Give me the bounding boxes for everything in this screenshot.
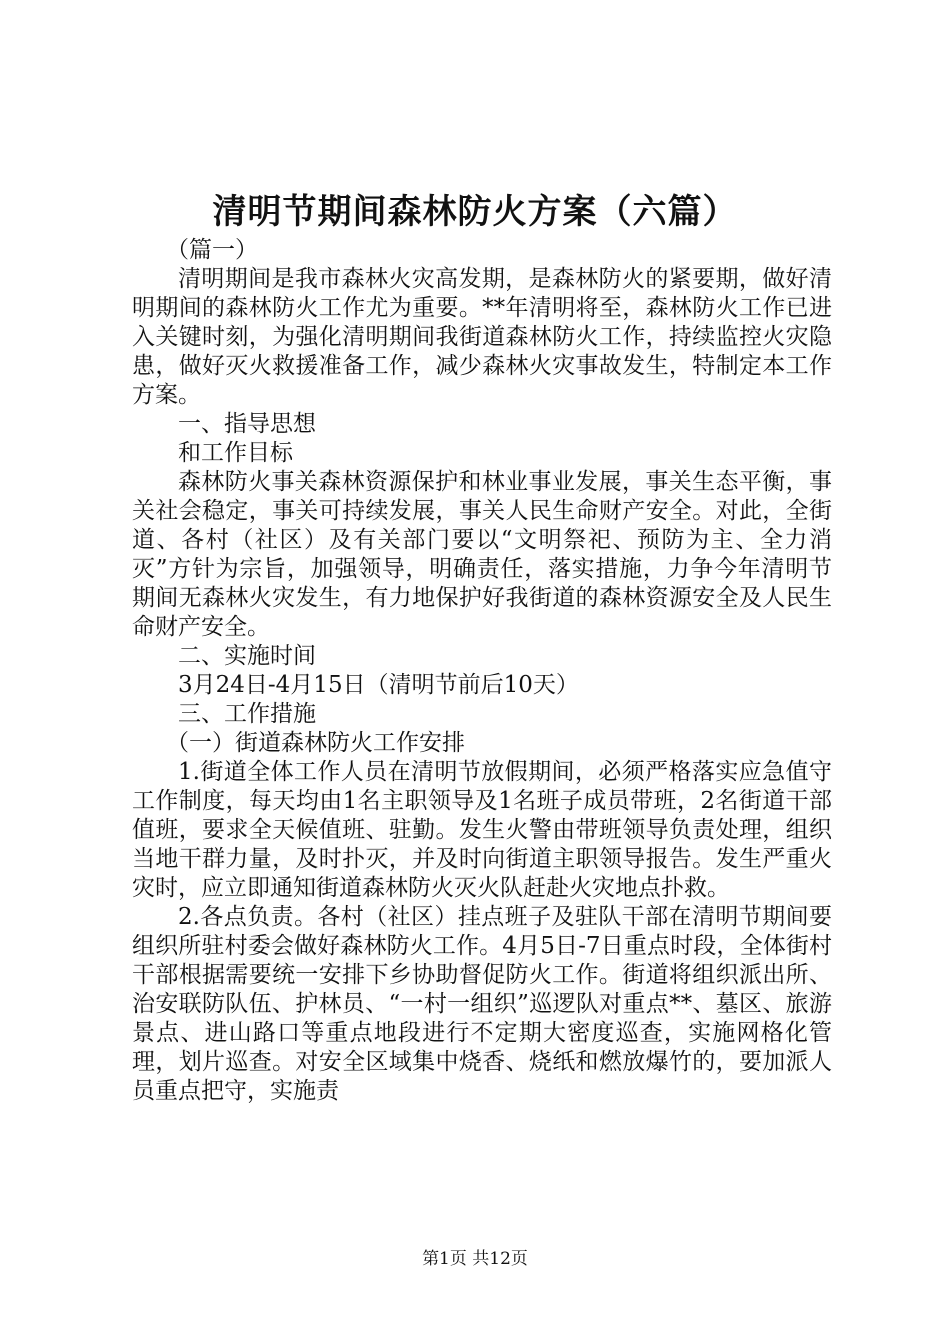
document-title: 清明节期间森林防火方案（六篇）: [212, 192, 738, 232]
paragraph: 森林防火事关森林资源保护和林业事业发展，事关生态平衡，事关社会稳定，事关可持续发展，事关人民生命财产安全。对此，全街道、各村（社区）及有关部门要以“文明祭祀、预防为主、全力消灭”方针为宗旨，加强领导，明确责任，落实措施，力争今年清明节期间无森林火灾发生，有力地保护好我街道的森林资源安全及人民生命财产安全。: [132, 469, 832, 640]
paragraph: 1.街道全体工作人员在清明节放假期间，必须严格落实应急值守工作制度，每天均由1名主职领导及1名班子成员带班，2名街道干部值班，要求全天候值班、驻勤。发生火警由带班领导负责处理，组织当地干群力量，及时扑灭，并及时向街道主职领导报告。发生严重火灾时，应立即通知街道森林防火灭火队赶赴火灾地点扑救。: [132, 759, 832, 901]
document-body: [132, 236, 832, 1106]
paragraph: 2.各点负责。各村（社区）挂点班子及驻队干部在清明节期间要组织所驻村委会做好森林防火工作。4月5日-7日重点时段，全体街村干部根据需要统一安排下乡协助督促防火工作。街道将组织派出所、治安联防队伍、护林员、“一村一组织”巡逻队对重点**、墓区、旅游景点、进山路口等重点地段进行不定期大密度巡查，实施网格化管理，划片巡查。对安全区域集中烧香、烧纸和燃放爆竹的，要加派人员重点把守，实施责: [132, 904, 832, 1104]
paragraph: （篇一）: [166, 237, 258, 263]
page-footer: 第1页 共12页: [422, 1249, 528, 1269]
paragraph: 和工作目标: [178, 440, 293, 466]
paragraph: 三、工作措施: [178, 701, 316, 727]
paragraph: 二、实施时间: [178, 643, 316, 669]
paragraph: 3月24日-4月15日（清明节前后10天）: [178, 672, 579, 698]
paragraph: （一）街道森林防火工作安排: [166, 730, 465, 756]
paragraph: 一、指导思想: [178, 411, 316, 437]
paragraph: 清明期间是我市森林火灾高发期，是森林防火的紧要期，做好清明期间的森林防火工作尤为重要。**年清明将至，森林防火工作已进入关键时刻，为强化清明期间我街道森林防火工作，持续监控火灾隐患，做好灭火救援准备工作，减少森林火灾事故发生，特制定本工作方案。: [132, 266, 832, 408]
